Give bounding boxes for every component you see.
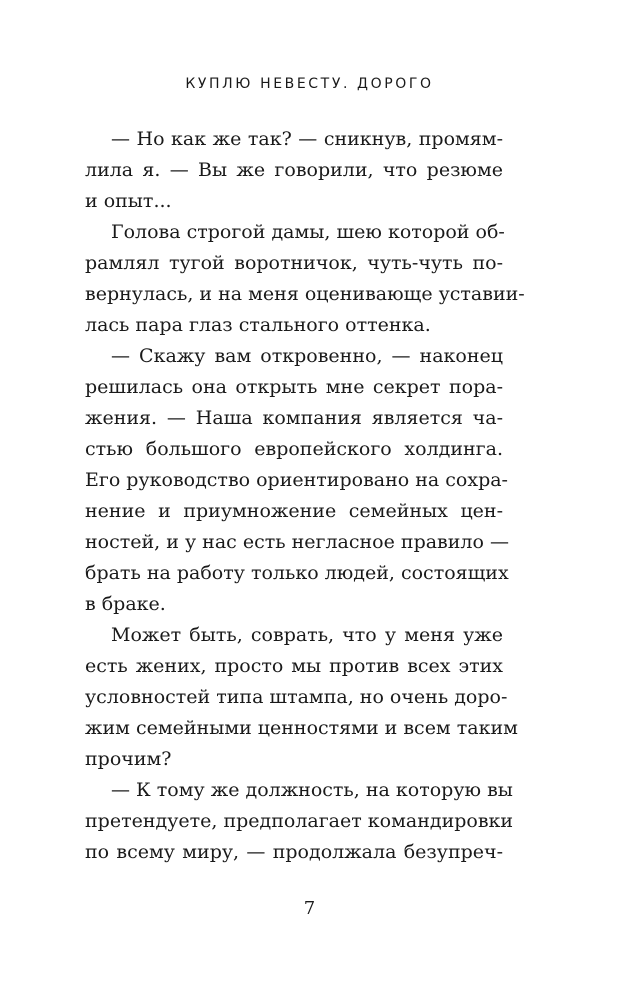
body-text <box>85 124 525 868</box>
text-line: жения. — Наша компания является ча- <box>85 407 503 429</box>
page-number: 7 <box>303 898 316 919</box>
paragraph <box>85 620 518 775</box>
text-line: — Но как же так? — сникнув, промям- <box>111 128 503 150</box>
text-line: — Скажу вам откровенно, — наконец <box>111 345 503 367</box>
text-line: — К тому же должность, на которую вы <box>111 779 513 801</box>
text-line: жим семейными ценностями и всем таким <box>85 717 518 739</box>
paragraph <box>85 124 503 217</box>
text-line: по всему миру, — продолжала безупреч- <box>85 841 503 863</box>
text-line: рамлял тугой воротничок, чуть-чуть по- <box>85 252 503 274</box>
text-line: условностей типа штампа, но очень доро- <box>85 686 508 708</box>
running-head: КУПЛЮ НЕВЕСТУ. ДОРОГО <box>185 76 434 92</box>
text-line: брать на работу только людей, состоящих <box>85 562 509 584</box>
text-line: решилась она открыть мне секрет пора- <box>85 376 503 398</box>
text-line: стью большого европейского холдинга. <box>85 438 503 460</box>
text-line: ностей, и у нас есть негласное правило — <box>85 531 509 553</box>
paragraph <box>85 341 509 620</box>
text-line: лила я. — Вы же говорили, что резюме <box>85 159 503 181</box>
text-line: нение и приумножение семейных цен- <box>85 500 503 522</box>
text-line: вернулась, и на меня оценивающе уставии- <box>85 283 525 305</box>
paragraph <box>85 217 525 341</box>
text-line: Его руководство ориентировано на сохра- <box>85 469 508 491</box>
text-line: в браке. <box>85 593 166 615</box>
text-line: Голова строгой дамы, шею которой об- <box>111 221 505 243</box>
text-line: претендуете, предполагает командировки <box>85 810 514 832</box>
text-line: лась пара глаз стального оттенка. <box>85 314 431 336</box>
text-line: и опыт... <box>85 190 172 212</box>
text-line: прочим? <box>85 748 172 770</box>
paragraph <box>85 775 514 868</box>
text-line: есть жених, просто мы против всех этих <box>85 655 503 677</box>
text-line: Может быть, соврать, что у меня уже <box>111 624 503 646</box>
